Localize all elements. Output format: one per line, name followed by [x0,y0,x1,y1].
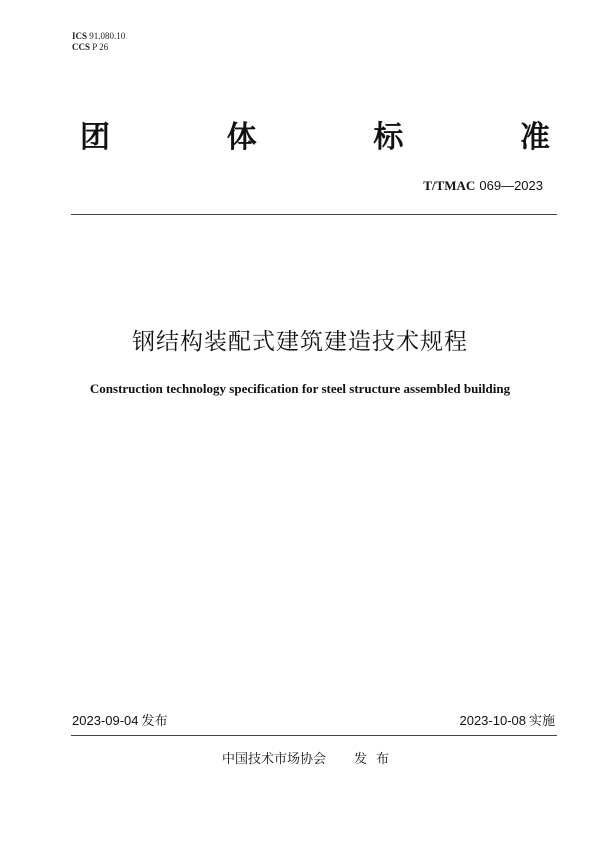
issuer-organization: 中国技术市场协会 [222,752,327,767]
standard-type-char-1: 团 [80,120,110,155]
implementation-date [459,713,555,730]
top-divider [71,214,557,215]
issuer-action: 发布 [354,752,399,767]
ics-code: 91.080.10 [89,31,126,41]
implementation-date-label: 实施 [528,714,555,729]
document-title-english: Construction technology specification for steel structure assembled building [89,381,511,396]
standard-type-char-2: 体 [226,120,257,155]
standard-type-heading [80,118,550,158]
bottom-divider [71,735,557,736]
standard-number-prefix: T/TMAC [423,178,476,193]
standard-number-value: 069—2023 [479,178,543,193]
release-date [72,713,168,730]
document-title-chinese: 钢结构装配式建筑建造技术规程 [132,329,468,355]
ccs-code-line [72,42,108,52]
implementation-date-value: 2023-10-08 [459,713,526,728]
release-date-label: 发布 [141,714,168,729]
ics-code-line [72,31,125,41]
standard-type-char-4: 准 [519,120,550,155]
standard-type-char-3: 标 [373,120,404,155]
ccs-label: CCS [72,42,91,52]
issuer-line [222,751,398,769]
standard-number [423,179,543,194]
ics-label: ICS [72,31,88,41]
ccs-code: P 26 [92,42,109,52]
release-date-value: 2023-09-04 [72,713,139,728]
